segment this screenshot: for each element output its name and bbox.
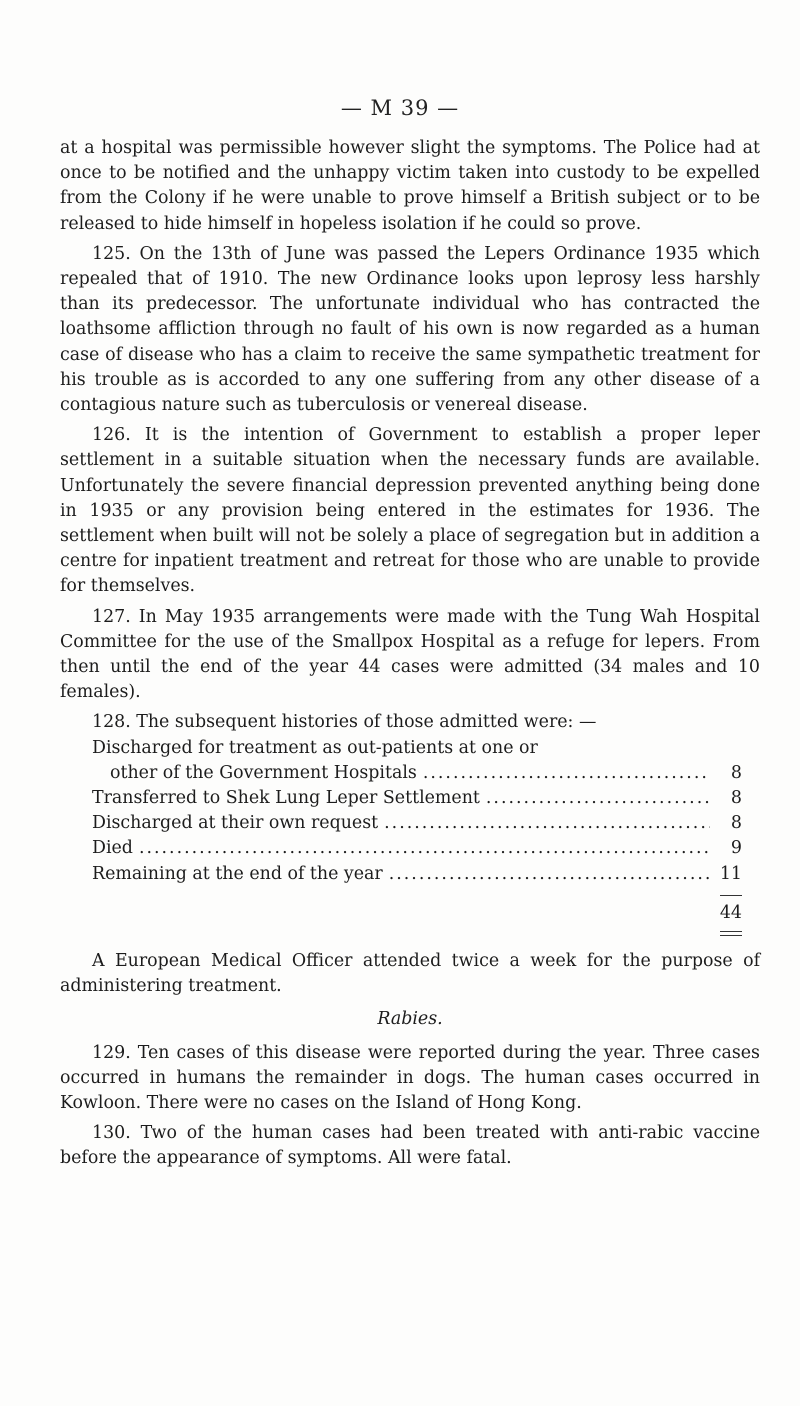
leader-dots: [423, 761, 710, 786]
row-label: Remaining at the end of the year: [92, 863, 383, 884]
row-value: 8: [730, 788, 742, 809]
table-row: [92, 811, 742, 836]
row-label: other of the Government Hospitals: [110, 762, 417, 783]
leader-dots: [486, 786, 710, 811]
table-row: [92, 736, 742, 761]
row-label: Died: [92, 838, 133, 859]
paragraph-after-table: A European Medical Officer attended twice a week for the purpose of administering treatment.: [60, 950, 760, 997]
paragraph-127: 127. In May 1935 arrangements were made with the Tung Wah Hospital Committee for the use of the Smallpox Hospital as a refuge for lepers. From then until the end of the year 44 cases were admitted (34 males and 10 females).: [60, 606, 760, 703]
sum-rule: [720, 895, 742, 896]
paragraph-130: 130. Two of the human cases had been treated with anti-rabic vaccine before the appearance of symptoms. All were fatal.: [60, 1123, 760, 1169]
row-value: 11: [719, 863, 742, 884]
document-body: [60, 136, 760, 1177]
double-rule: [720, 931, 742, 936]
row-label: Transferred to Shek Lung Leper Settlement: [92, 788, 480, 809]
paragraph-126: 126. It is the intention of Government to establish a proper leper settlement in a suitable situation when the necessary funds are available. Unfortunately the severe financial depression prevented anything being done in 1935 or any provision being entered in the estimates for 1936. The settlement when built will not be solely a place of segregation but in addition a centre for inpatient treatment and retreat for those who are unable to provide for themselves.: [60, 425, 760, 597]
row-label: Discharged at their own request: [92, 813, 379, 834]
intro-paragraph: at a hospital was permissible however slight the symptoms. The Police had at once to be notified and the unhappy victim taken into custody to be expelled from the Colony if he were unable to prove himself a British subject or to be released to hide himself in hopeless isolation if he could so prove.: [60, 138, 760, 234]
table-row: [92, 786, 742, 811]
row-value: 9: [730, 838, 742, 859]
row-label: Discharged for treatment as out-patients at one or: [92, 737, 538, 758]
leader-dots: [384, 811, 710, 836]
paragraph-125: 125. On the 13th of June was passed the Lepers Ordinance 1935 which repealed that of 1910. The new Ordinance looks upon leprosy less harshly than its predecessor. The unfortunate individual who has contracted the loathsome affliction through no fault of his own is now regarded as a human case of disease who has a claim to receive the same sympathetic treatment for his trouble as is accorded to any one suffering from any other disease of a contagious nature such as tuberculosis or venereal disease.: [60, 243, 760, 416]
section-heading-rabies: Rabies.: [377, 1009, 443, 1030]
leader-dots: [389, 862, 710, 887]
table-row-continuation: [92, 761, 742, 786]
row-value: 8: [730, 813, 742, 834]
page-number-header: — M 39 —: [340, 96, 460, 120]
total-block: [92, 887, 742, 949]
total-value: 44: [719, 902, 742, 923]
paragraph-129: 129. Ten cases of this disease were reported during the year. Three cases occurred in humans the remainder in dogs. The human cases occurred in Kowloon. There were no cases on the Island of Hong Kong.: [60, 1042, 760, 1113]
table-row: [92, 862, 742, 887]
histories-table: [92, 736, 742, 887]
leader-dots: [139, 836, 710, 861]
table-row: [92, 836, 742, 861]
paragraph-128-intro: 128. The subsequent histories of those admitted were: —: [92, 712, 597, 733]
row-value: 8: [730, 762, 742, 783]
